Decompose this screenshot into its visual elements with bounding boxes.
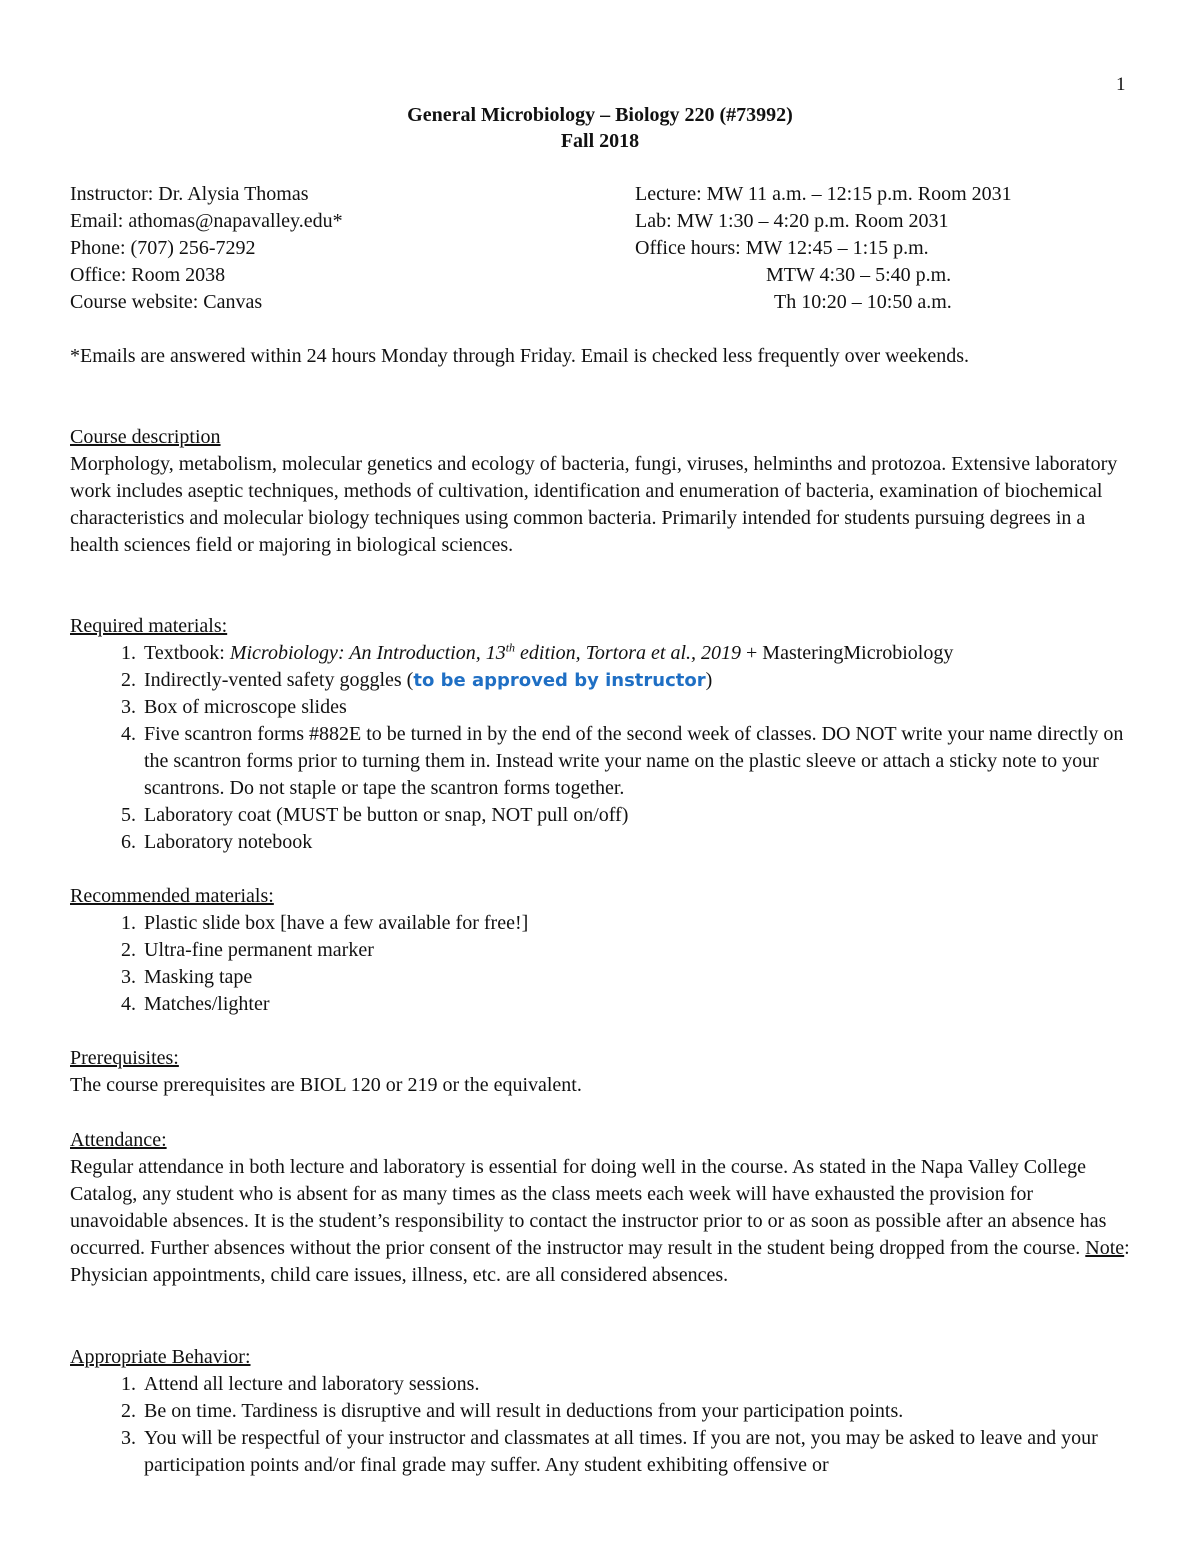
office-line: Office: Room 2038 <box>70 264 226 286</box>
course-description-section <box>70 424 1132 559</box>
prerequisites-heading: Prerequisites: <box>70 1047 179 1069</box>
behavior-list <box>70 1371 1132 1479</box>
list-item: 4. Five scantron forms #882E to be turned in by the end of the second week of classes. DO NOT write your name directly on the scantron forms prior to turning them in. Instead write your name on the plastic sleeve or attach a sticky note to your scantrons. Do not staple or tape the scantron forms together. <box>141 721 1132 802</box>
office-hours-line-1: Office hours: MW 12:45 – 1:15 p.m. <box>635 237 929 259</box>
list-item: 3. Box of microscope slides <box>141 694 1132 721</box>
recommended-materials-section <box>70 883 1132 1018</box>
recommended-materials-heading: Recommended materials: <box>70 885 274 907</box>
list-item: 3. Masking tape <box>141 964 1132 991</box>
email-note: *Emails are answered within 24 hours Monday through Friday. Email is checked less frequently over weekends. <box>70 345 970 367</box>
list-item: 6. Laboratory notebook <box>141 829 1132 856</box>
required-materials-list <box>70 640 1132 856</box>
phone-line: Phone: (707) 256-7292 <box>70 237 256 259</box>
list-item: 2. Indirectly-vented safety goggles (to be approved by instructor) <box>141 667 1132 694</box>
list-item: 2. Ultra-fine permanent marker <box>141 937 1132 964</box>
course-description-heading: Course description <box>70 426 221 448</box>
list-item: 1. Textbook: Microbiology: An Introduction, 13th edition, Tortora et al., 2019 + MasteringMicrobiology <box>141 640 1132 667</box>
contact-info <box>70 181 343 316</box>
lab-line: Lab: MW 1:30 – 4:20 p.m. Room 2031 <box>635 210 949 232</box>
attendance-section <box>70 1127 1132 1289</box>
instructor-line: Instructor: Dr. Alysia Thomas <box>70 183 309 205</box>
attendance-heading: Attendance: <box>70 1129 167 1151</box>
behavior-section <box>70 1344 1132 1479</box>
list-item: 4. Matches/lighter <box>141 991 1132 1018</box>
list-item: 1. Plastic slide box [have a few available for free!] <box>141 910 1132 937</box>
office-hours-line-3: Th 10:20 – 10:50 a.m. <box>774 291 952 313</box>
page-number: 1 <box>1116 74 1126 95</box>
required-materials-heading: Required materials: <box>70 615 228 637</box>
lecture-line: Lecture: MW 11 a.m. – 12:15 p.m. Room 2031 <box>635 183 1012 205</box>
approval-highlight: to be approved by instructor <box>413 670 706 691</box>
list-item: 5. Laboratory coat (MUST be button or snap, NOT pull on/off) <box>141 802 1132 829</box>
course-title: General Microbiology – Biology 220 (#73992) <box>407 104 793 126</box>
list-item: 1. Attend all lecture and laboratory sessions. <box>141 1371 1132 1398</box>
attendance-text: Regular attendance in both lecture and laboratory is essential for doing well in the course. As stated in the Napa Valley College Catalog, any student who is absent for as many times as the class meets each week will have exhausted the provision for unavoidable absences. It is the student’s responsibility to contact the instructor prior to or as soon as possible after an absence has occurred. Further absences without the prior consent of the instructor may result in the student being dropped from the course. Note: Physician appointments, child care issues, illness, etc. are all considered absences. <box>70 1156 1130 1286</box>
course-term: Fall 2018 <box>560 130 640 152</box>
behavior-heading: Appropriate Behavior: <box>70 1346 251 1368</box>
required-materials-section <box>70 613 1132 856</box>
course-description-text: Morphology, metabolism, molecular genetics and ecology of bacteria, fungi, viruses, helminths and protozoa. Extensive laboratory work includes aseptic techniques, methods of cultivation, identification and enumeration of bacteria, examination of biochemical characteristics and molecular biology techniques using common bacteria. Primarily intended for students pursuing degrees in a health sciences field or majoring in biological sciences. <box>70 453 1118 556</box>
website-line: Course website: Canvas <box>70 291 263 313</box>
prerequisites-text: The course prerequisites are BIOL 120 or 219 or the equivalent. <box>70 1074 582 1096</box>
prerequisites-section <box>70 1045 1132 1099</box>
email-line: Email: athomas@napavalley.edu* <box>70 210 343 232</box>
list-item: 2. Be on time. Tardiness is disruptive and will result in deductions from your participation points. <box>141 1398 1132 1425</box>
list-item: 3. You will be respectful of your instructor and classmates at all times. If you are not, you may be asked to leave and your participation points and/or final grade may suffer. Any student exhibiting offensive or <box>141 1425 1132 1479</box>
office-hours-line-2: MTW 4:30 – 5:40 p.m. <box>766 264 952 286</box>
recommended-materials-list <box>70 910 1132 1018</box>
schedule-info <box>635 181 1012 316</box>
